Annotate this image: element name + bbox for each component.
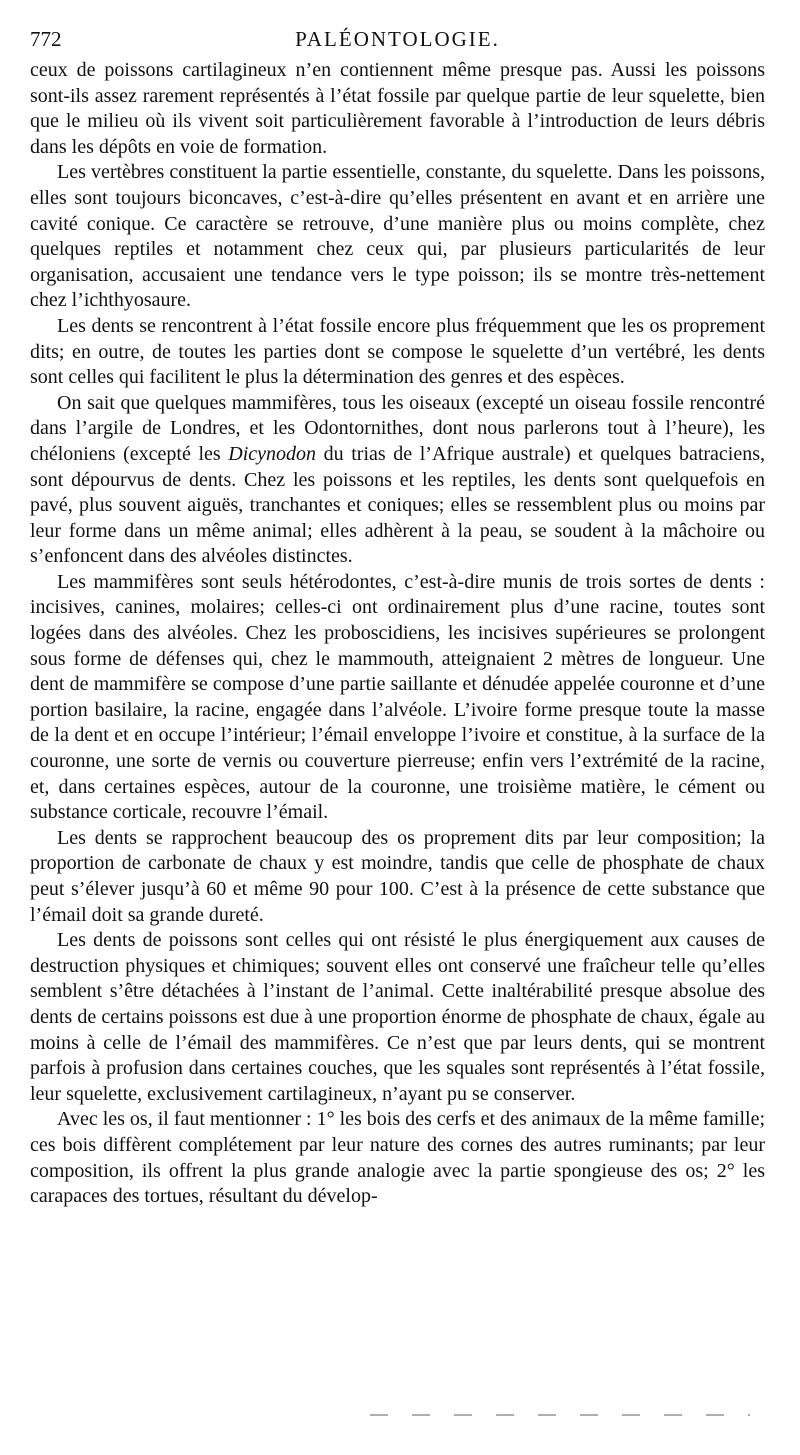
paragraph: [30, 391, 765, 570]
paragraph: [30, 160, 765, 314]
paragraph-text: Les dents se rapprochent beaucoup des os proprement dits par leur composition; la proportion de carbonate de chaux y est moindre, tandis que celle de phosphate de chaux peut s’élever jusqu’à 60 et même 90 pour 100. C’est à la présence de cette substance que l’émail doit sa grande dureté.: [30, 826, 765, 926]
paragraph-text: Les mammifères sont seuls hétérodontes, c’est-à-dire munis de trois sortes de dents : incisives, canines, molaires; celles-ci ont ordinairement plus d’une racine, toutes sont logées dans des alvéoles. Chez les proboscidiens, les incisives supérieures se prolongent sous forme de défenses qui, chez le mammouth, atteignaient 2 mètres de longueur. Une dent de mammifère se compose d’une partie saillante et dénudée appelée couronne et d’une portion basilaire, la racine, engagée dans l’alvéole. L’ivoire forme presque toute la masse de la dent et en occupe l’intérieur; l’émail enveloppe l’ivoire et constitue, à la surface de la couronne, une sorte de vernis ou couverture pierreuse; enfin vers l’extrémité de la racine, et, dans certaines espèces, autour de la couronne, une troisième matière, le cément ou substance corticale, recouvre l’émail.: [30, 570, 765, 824]
paragraph: [30, 570, 765, 826]
paragraph-text: Les dents de poissons sont celles qui ont résisté le plus énergiquement aux causes de destruction physiques et chimiques; souvent elles ont conservé une fraîcheur telle qu’elles semblent s’être détachées à l’instant de l’animal. Cette inaltérabilité presque absolue des dents de certains poissons est due à une proportion énorme de phosphate de chaux, égale au moins à celle de l’émail des mammifères. Ce n’est que par leurs dents, qui se montrent parfois à profusion dans certaines couches, que les squales sont représentés à l’état fossile, leur squelette, exclusivement cartilagineux, n’ayant pu se conserver.: [30, 929, 765, 1105]
body-text: [30, 58, 765, 1210]
paragraph: [30, 928, 765, 1107]
paragraph-text: Les dents se rencontrent à l’état fossile encore plus fréquemment que les os proprement dits; en outre, de toutes les parties dont se compose le squelette d’un vertébré, les dents sont celles qui facilitent le plus la détermination des genres et des espèces.: [30, 314, 765, 389]
page-number: 772: [30, 27, 62, 51]
paragraph: [30, 826, 765, 928]
paragraph-text: Les vertèbres constituent la partie essentielle, constante, du squelette. Dans les poissons, elles sont toujours biconcaves, c’est-à-dire qu’elles présentent en avant et en arrière une cavité conique. Ce caractère se retrouve, d’une manière plus ou moins complète, chez quelques reptiles et notamment chez ceux qui, par plusieurs particularités de leur organisation, accusaient une tendance vers le type poisson; ils se montre très-nettement chez l’ichthyosaure.: [30, 161, 765, 312]
paragraph-text: du trias de l’Afrique australe) et quelques batraciens, sont dépourvus de dents. Chez les poissons et les reptiles, les dents sont quelquefois en pavé, plus souvent aiguës, tranchantes et coniques; elles se ressemblent plus ou moins par leur forme dans un même animal; elles adhèrent à la peau, se soudent à la mâchoire ou s’enfoncent dans des alvéoles distinctes.: [30, 442, 766, 568]
paragraph-text: Avec les os, il faut mentionner : 1° les bois des cerfs et des animaux de la même famille; ces bois diffèrent complétement par leur nature des cornes des autres ruminants; par leur composition, ils offrent la plus grande analogie avec la partie spongieuse des os; 2° les carapaces des tortues, résultant du dévelop-: [30, 1108, 765, 1208]
paragraph-text: On sait que quelques mammifères, tous les oiseaux (excepté un oiseau fossile rencontré dans l’argile de Londres, et les Odontornithes, dont nous parlerons tout à l’heure), les chéloniens (excepté les: [30, 391, 765, 465]
paragraph-text: ceux de poissons cartilagineux n’en contiennent même presque pas. Aussi les poissons sont-ils assez rarement représentés à l’état fossile par quelque partie de leur squelette, bien que le milieu où ils vivent soit particulièrement favorable à l’introduction de leurs débris dans les dépôts en voie de formation.: [30, 59, 765, 158]
document-page: [30, 26, 765, 1210]
paragraph: [30, 1107, 765, 1209]
page-header: [30, 26, 765, 52]
running-title: PALÉONTOLOGIE.: [295, 27, 500, 51]
paragraph: [30, 314, 765, 391]
paragraph: [30, 58, 765, 160]
italic-genus-name: Dicynodon: [228, 442, 317, 465]
footer-print-artifact: [370, 1414, 750, 1416]
